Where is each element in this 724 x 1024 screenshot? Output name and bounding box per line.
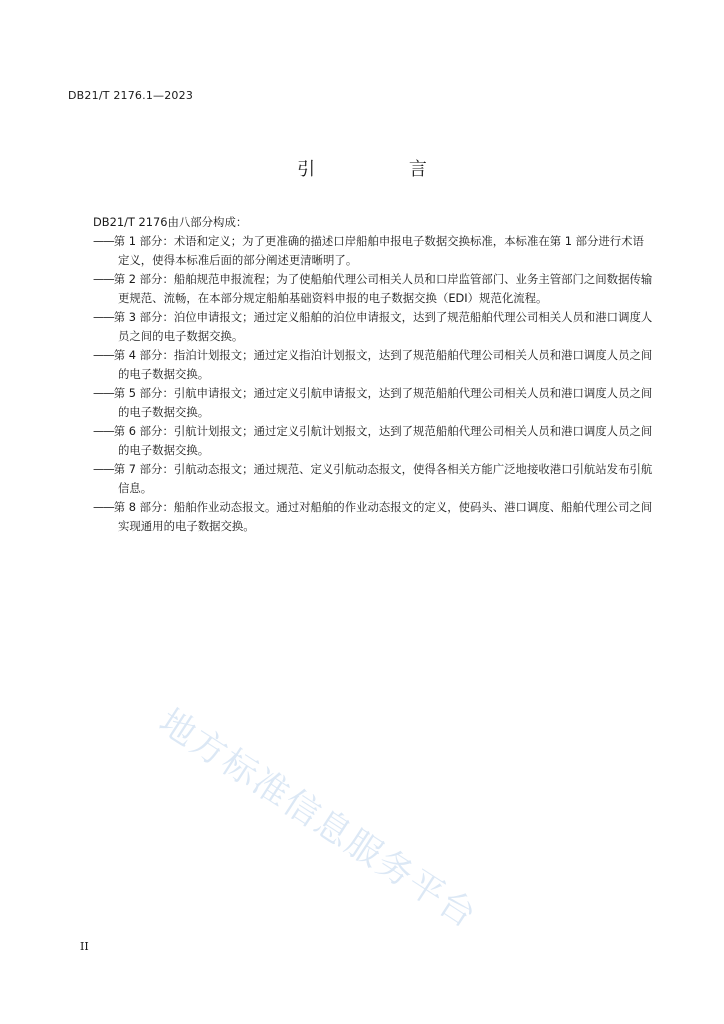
list-item-text: 第 4 部分：指泊计划报文；通过定义指泊计划报文，达到了规范船舶代理公司相关人员和港口调度人员之间的电子数据交换。 [113,348,653,381]
list-item-part-2 [93,270,653,308]
list-item-part-7 [93,460,653,498]
dash-marker: —— [93,500,114,514]
dash-marker: —— [93,424,114,438]
list-item-part-6 [93,422,653,460]
list-item-part-8 [93,498,653,536]
list-item-text: 第 3 部分：泊位申请报文；通过定义船舶的泊位申请报文，达到了规范船舶代理公司相关人员和港口调度人员之间的电子数据交换。 [113,310,653,343]
dash-marker: —— [93,272,114,286]
list-item-text: 第 6 部分：引航计划报文；通过定义引航计划报文，达到了规范船舶代理公司相关人员和港口调度人员之间的电子数据交换。 [113,424,653,457]
dash-marker: —— [93,462,114,476]
dash-marker: —— [93,234,114,248]
list-item-text: 第 1 部分：术语和定义；为了更准确的描述口岸船舶申报电子数据交换标准，本标准在第 1 部分进行术语定义，使得本标准后面的部分阐述更清晰明了。 [113,234,644,267]
list-item-part-1 [93,232,653,270]
watermark: 地方标准信息服务平台 [151,701,484,937]
dash-marker: —— [93,386,114,400]
list-item-text: 第 5 部分：引航申请报文；通过定义引航申请报文，达到了规范船舶代理公司相关人员和港口调度人员之间的电子数据交换。 [113,386,653,419]
list-item-text: 第 2 部分：船舶规范申报流程；为了使船舶代理公司相关人员和口岸监管部门、业务主管部门之间数据传输更规范、流畅，在本部分规定船舶基础资料申报的电子数据交换（EDI）规范化流程。 [113,272,653,305]
dash-marker: —— [93,348,114,362]
list-item-part-4 [93,346,653,384]
intro-line: DB21/T 2176由八部分构成： [93,215,248,229]
list-item-part-5 [93,384,653,422]
page-number: II [80,940,89,953]
list-item-part-3 [93,308,653,346]
document-code: DB21/T 2176.1—2023 [68,89,194,102]
dash-marker: —— [93,310,114,324]
list-item-text: 第 8 部分：船舶作业动态报文。通过对船舶的作业动态报文的定义，使码头、港口调度、船舶代理公司之间实现通用的电子数据交换。 [113,500,653,533]
section-title: 引 言 [297,159,471,180]
document-body [93,213,653,536]
list-item-text: 第 7 部分：引航动态报文；通过规范、定义引航动态报文，使得各相关方能广泛地接收港口引航站发布引航信息。 [113,462,653,495]
